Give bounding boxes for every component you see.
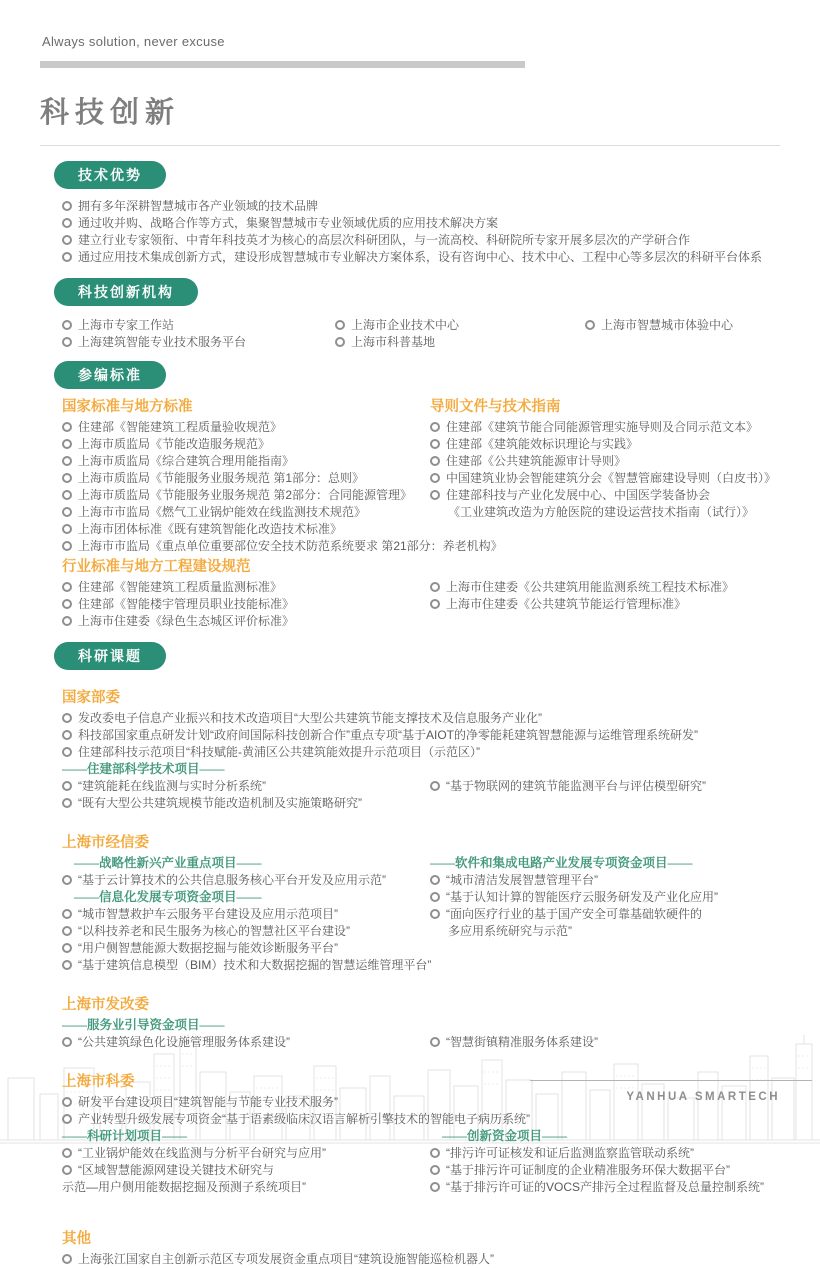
list-item-text: “基于认知计算的智能医疗云服务研发及产业化应用” — [446, 890, 718, 904]
list-item — [62, 1034, 430, 1051]
list-item — [62, 1251, 780, 1268]
list-item-text: 上海市市监局《重点单位重要部位安全技术防范系统要求 第21部分：养老机构》 — [78, 539, 503, 553]
list-item — [430, 906, 780, 923]
ring-bullet-icon — [62, 201, 72, 211]
list-item-text: 多应用系统研究与示范” — [448, 924, 572, 938]
ring-bullet-icon — [62, 926, 72, 936]
list-item — [62, 596, 430, 613]
list-item-text: 产业转型升级发展专项资金“基于语素级临床汉语言解析引擎技术的智能电子病历系统” — [78, 1112, 530, 1126]
ring-bullet-icon — [62, 541, 72, 551]
ring-bullet-icon — [62, 1148, 72, 1158]
list-item-text: 上海张江国家自主创新示范区专项发展资金重点项目“建筑设施智能巡检机器人” — [78, 1252, 494, 1266]
ring-bullet-icon — [430, 1037, 440, 1047]
list-item — [335, 334, 585, 351]
subsection-heading: 行业标准与地方工程建设规范 — [62, 559, 251, 575]
list-item-text: “基于物联网的建筑节能监测平台与评估模型研究” — [446, 779, 706, 793]
standards-columns — [62, 398, 780, 555]
list-item-text: 上海市市监局《燃气工业锅炉能效在线监测技术规范》 — [78, 505, 367, 519]
list-item — [62, 487, 430, 504]
ring-bullet-icon — [430, 909, 440, 919]
ring-bullet-icon — [62, 875, 72, 885]
list-item-text: 上海市质监局《节能服务业服务规范 第2部分：合同能源管理》 — [78, 488, 413, 502]
list-item-text: 《工业建筑改造为方舱医院的建设运营技术指南（试行）》 — [448, 505, 755, 519]
list-item-continuation — [62, 1179, 430, 1196]
section-pill-research-projects: 科研课题 — [54, 642, 166, 670]
ring-bullet-icon — [62, 582, 72, 592]
project-group-heading: ——信息化发展专项资金项目—— — [74, 890, 262, 904]
list-item-text: 上海市住建委《绿色生态城区评价标准》 — [78, 614, 295, 628]
ring-bullet-icon — [430, 439, 440, 449]
header-bar — [40, 61, 525, 68]
list-item-text: 上海市住建委《公共建筑用能监测系统工程技术标准》 — [446, 580, 735, 594]
list-item-text: 上海市质监局《节能服务业服务规范 第1部分：总则》 — [78, 471, 365, 485]
list-item-text: 通过收并购、战略合作等方式，集聚智慧城市专业领域优质的应用技术解决方案 — [78, 216, 499, 230]
list-item-text: “排污许可证核发和证后监测监察监管联动系统” — [446, 1146, 694, 1160]
list-item — [430, 1145, 780, 1162]
ministries-list — [62, 710, 780, 778]
fagaiwei-block — [62, 1017, 780, 1034]
ring-bullet-icon — [335, 320, 345, 330]
list-item — [430, 470, 780, 487]
list-item — [62, 940, 430, 957]
footer-divider — [530, 1080, 812, 1081]
institutions-column-1 — [62, 317, 335, 351]
subsection-heading: 国家部委 — [62, 690, 120, 706]
list-item-text: 科技部国家重点研发计划“政府间国际科技创新合作”重点专项“基于AIOT的净零能耗建筑智慧能源与运维管理系统研发” — [78, 728, 698, 742]
list-item-text: 上海市智慧城市体验中心 — [601, 318, 734, 332]
list-item-text: 建立行业专家领衔、中青年科技英才为核心的高层次科研团队，与一流高校、科研院所专家开展多层次的产学研合作 — [78, 233, 691, 247]
list-item-text: 住建部《公共建筑能源审计导则》 — [446, 454, 627, 468]
list-item-text: 研发平台建设项目“建筑智能与节能专业技术服务” — [78, 1095, 338, 1109]
list-item-text: 发改委电子信息产业振兴和技术改造项目“大型公共建筑节能支撑技术及信息服务产业化” — [78, 711, 542, 725]
list-item — [430, 579, 780, 596]
ring-bullet-icon — [62, 747, 72, 757]
list-item — [62, 1145, 430, 1162]
title-divider — [40, 145, 780, 146]
list-item-text: 上海市住建委《公共建筑节能运行管理标准》 — [446, 597, 687, 611]
list-item — [430, 1162, 780, 1179]
project-group-heading: ——软件和集成电路产业发展专项资金项目—— — [430, 856, 693, 870]
list-item — [62, 470, 430, 487]
page-title: 科技创新 — [40, 97, 181, 129]
list-item-text: “城市清洁发展智慧管理平台” — [446, 873, 598, 887]
list-item — [430, 1179, 780, 1196]
list-item-text: 拥有多年深耕智慧城市各产业领域的技术品牌 — [78, 199, 319, 213]
list-item-continuation — [430, 923, 780, 940]
list-item — [62, 727, 780, 744]
jingxinwei-columns — [62, 855, 780, 974]
list-item-text: “工业锅炉能效在线监测与分析平台研究与应用” — [78, 1146, 326, 1160]
list-item — [430, 419, 780, 436]
subsection-heading: 上海市经信委 — [62, 835, 149, 851]
project-group-heading: ——创新资金项目—— — [442, 1129, 568, 1143]
ring-bullet-icon — [62, 456, 72, 466]
list-item-text: 住建部科技示范项目“科技赋能-黄浦区公共建筑能效提升示范项目（示范区）” — [78, 745, 480, 759]
tech-advantages-list — [62, 198, 780, 266]
standards-guides-column — [430, 398, 780, 555]
brand-logotype: YANHUA SMARTECH — [626, 1091, 780, 1103]
ring-bullet-icon — [430, 473, 440, 483]
list-item — [62, 579, 430, 596]
list-item-text: “用户侧智慧能源大数据挖掘与能效诊断服务平台” — [78, 941, 338, 955]
list-item — [62, 710, 780, 727]
ring-bullet-icon — [430, 456, 440, 466]
list-item — [62, 249, 780, 266]
list-item-text: 上海市科普基地 — [351, 335, 436, 349]
list-item-text: 上海市质监局《综合建筑合理用能指南》 — [78, 454, 295, 468]
list-item-text: “既有大型公共建筑规模节能改造机制及实施策略研究” — [78, 796, 362, 810]
ring-bullet-icon — [62, 422, 72, 432]
ring-bullet-icon — [62, 337, 72, 347]
ring-bullet-icon — [62, 218, 72, 228]
ring-bullet-icon — [62, 252, 72, 262]
subsection-heading: 导则文件与技术指南 — [430, 399, 561, 415]
ring-bullet-icon — [430, 1165, 440, 1175]
list-item-text: 住建部科技与产业化发展中心、中国医学装备协会 — [446, 488, 711, 502]
standards-guides-list — [430, 419, 780, 521]
ring-bullet-icon — [430, 1148, 440, 1158]
ring-bullet-icon — [62, 507, 72, 517]
list-item-text: 上海市专家工作站 — [78, 318, 175, 332]
list-item-text: “建筑能耗在线监测与实时分析系统” — [78, 779, 266, 793]
standards-national-list — [62, 419, 503, 555]
list-item — [430, 778, 780, 795]
list-item — [62, 504, 430, 521]
ring-bullet-icon — [62, 599, 72, 609]
ring-bullet-icon — [585, 320, 595, 330]
list-item-text: “智慧街镇精准服务体系建设” — [446, 1035, 598, 1049]
ring-bullet-icon — [62, 616, 72, 626]
list-item-text: “面向医疗行业的基于国产安全可靠基础软硬件的 — [446, 907, 702, 921]
list-item — [62, 436, 430, 453]
list-item-text: 上海市质监局《节能改造服务规范》 — [78, 437, 271, 451]
list-item — [62, 923, 430, 940]
tagline: Always solution, never excuse — [42, 34, 225, 49]
list-item-text: “城市智慧救护车云服务平台建设及应用示范项目” — [78, 907, 338, 921]
list-item — [585, 317, 780, 334]
list-item — [430, 596, 780, 613]
list-item-text: 住建部《智能楼宇管理员职业技能标准》 — [78, 597, 295, 611]
ministries-projects-columns — [62, 778, 780, 812]
ring-bullet-icon — [62, 730, 72, 740]
other-list — [62, 1251, 780, 1268]
project-group-heading: ——科研计划项目—— — [62, 1129, 188, 1143]
list-item — [62, 453, 430, 470]
industry-left-column — [62, 579, 430, 630]
section-pill-standards: 参编标准 — [54, 361, 166, 389]
list-item — [62, 538, 503, 555]
ring-bullet-icon — [335, 337, 345, 347]
list-item-text: “公共建筑绿色化设施管理服务体系建设” — [78, 1035, 290, 1049]
list-item-text: “基于排污许可证的VOCS产排污全过程监督及总量控制系统” — [446, 1180, 765, 1194]
ring-bullet-icon — [430, 582, 440, 592]
ring-bullet-icon — [62, 473, 72, 483]
subsection-heading: 上海市科委 — [62, 1074, 135, 1090]
list-item — [430, 1034, 780, 1051]
ring-bullet-icon — [62, 1254, 72, 1264]
list-item — [62, 744, 780, 761]
ring-bullet-icon — [430, 781, 440, 791]
list-item — [62, 1111, 780, 1128]
ring-bullet-icon — [62, 1114, 72, 1124]
fagaiwei-columns — [62, 1034, 780, 1051]
list-item — [62, 778, 430, 795]
ring-bullet-icon — [62, 960, 72, 970]
ring-bullet-icon — [430, 875, 440, 885]
institutions-column-2 — [335, 317, 585, 351]
subsection-heading: 其他 — [62, 1231, 91, 1247]
list-item — [62, 957, 430, 974]
section-pill-tech-advantages: 技术优势 — [54, 161, 166, 189]
institutions-columns — [62, 317, 780, 351]
ring-bullet-icon — [62, 1097, 72, 1107]
industry-right-column — [430, 579, 780, 630]
list-item-text: 中国建筑业协会智能建筑分会《智慧管廊建设导则（白皮书）》 — [446, 471, 777, 485]
project-group-heading: ——住建部科学技术项目—— — [62, 762, 225, 776]
ring-bullet-icon — [430, 1182, 440, 1192]
institutions-column-3 — [585, 317, 780, 351]
ring-bullet-icon — [62, 490, 72, 500]
project-group-heading: ——战略性新兴产业重点项目—— — [74, 856, 262, 870]
list-item-text: 上海市企业技术中心 — [351, 318, 460, 332]
list-item-text: 上海建筑智能专业技术服务平台 — [78, 335, 247, 349]
industry-standards-columns — [62, 579, 780, 630]
list-item-text: “基于排污许可证制度的企业精准服务环保大数据平台” — [446, 1163, 730, 1177]
list-item-text: “基于云计算技术的公共信息服务核心平台开发及应用示范” — [78, 873, 386, 887]
subsection-heading: 上海市发改委 — [62, 997, 149, 1013]
subsection-heading: 国家标准与地方标准 — [62, 399, 193, 415]
list-item — [62, 521, 430, 538]
list-item — [62, 419, 430, 436]
list-item — [62, 906, 430, 923]
ring-bullet-icon — [62, 713, 72, 723]
list-item-continuation — [430, 504, 780, 521]
list-item-text: “以科技养老和民生服务为核心的智慧社区平台建设” — [78, 924, 350, 938]
ring-bullet-icon — [62, 781, 72, 791]
list-item-text: 住建部《建筑能效标识理论与实践》 — [446, 437, 639, 451]
list-item-text: 上海市团体标准《既有建筑智能化改造技术标准》 — [78, 522, 343, 536]
list-item — [430, 487, 780, 504]
ring-bullet-icon — [62, 1037, 72, 1047]
ring-bullet-icon — [430, 422, 440, 432]
ring-bullet-icon — [430, 599, 440, 609]
ring-bullet-icon — [62, 439, 72, 449]
ring-bullet-icon — [62, 943, 72, 953]
ring-bullet-icon — [62, 320, 72, 330]
list-item-text: 示范—用户侧用能数据挖掘及预测子系统项目” — [62, 1180, 306, 1194]
list-item-text: 通过应用技术集成创新方式，建设形成智慧城市专业解决方案体系，设有咨询中心、技术中心、工程中心等多层次的科研平台体系 — [78, 250, 763, 264]
ring-bullet-icon — [62, 798, 72, 808]
list-item — [62, 334, 335, 351]
list-item — [62, 198, 780, 215]
list-item — [430, 453, 780, 470]
list-item — [62, 795, 430, 812]
list-item — [62, 613, 430, 630]
list-item — [62, 232, 780, 249]
ring-bullet-icon — [62, 235, 72, 245]
list-item-text: 住建部《智能建筑工程质量监测标准》 — [78, 580, 283, 594]
list-item-text: 住建部《建筑节能合同能源管理实施导则及合同示范文本》 — [446, 420, 759, 434]
ring-bullet-icon — [62, 909, 72, 919]
section-pill-innovation-institutions: 科技创新机构 — [54, 278, 198, 306]
list-item — [62, 872, 430, 889]
ring-bullet-icon — [62, 524, 72, 534]
list-item — [62, 1162, 430, 1179]
ring-bullet-icon — [430, 490, 440, 500]
list-item — [335, 317, 585, 334]
list-item — [430, 872, 780, 889]
list-item-text: “基于建筑信息模型（BIM）技术和大数据挖掘的智慧运维管理平台” — [78, 958, 432, 972]
ring-bullet-icon — [430, 892, 440, 902]
list-item-text: “区域智慧能源网建设关键技术研究与 — [78, 1163, 274, 1177]
list-item — [430, 889, 780, 906]
ring-bullet-icon — [62, 1165, 72, 1175]
project-group-heading: ——服务业引导资金项目—— — [62, 1018, 225, 1032]
list-item — [430, 436, 780, 453]
list-item — [62, 215, 780, 232]
list-item-text: 住建部《智能建筑工程质量验收规范》 — [78, 420, 283, 434]
kewei-columns — [62, 1128, 780, 1196]
list-item — [62, 317, 335, 334]
